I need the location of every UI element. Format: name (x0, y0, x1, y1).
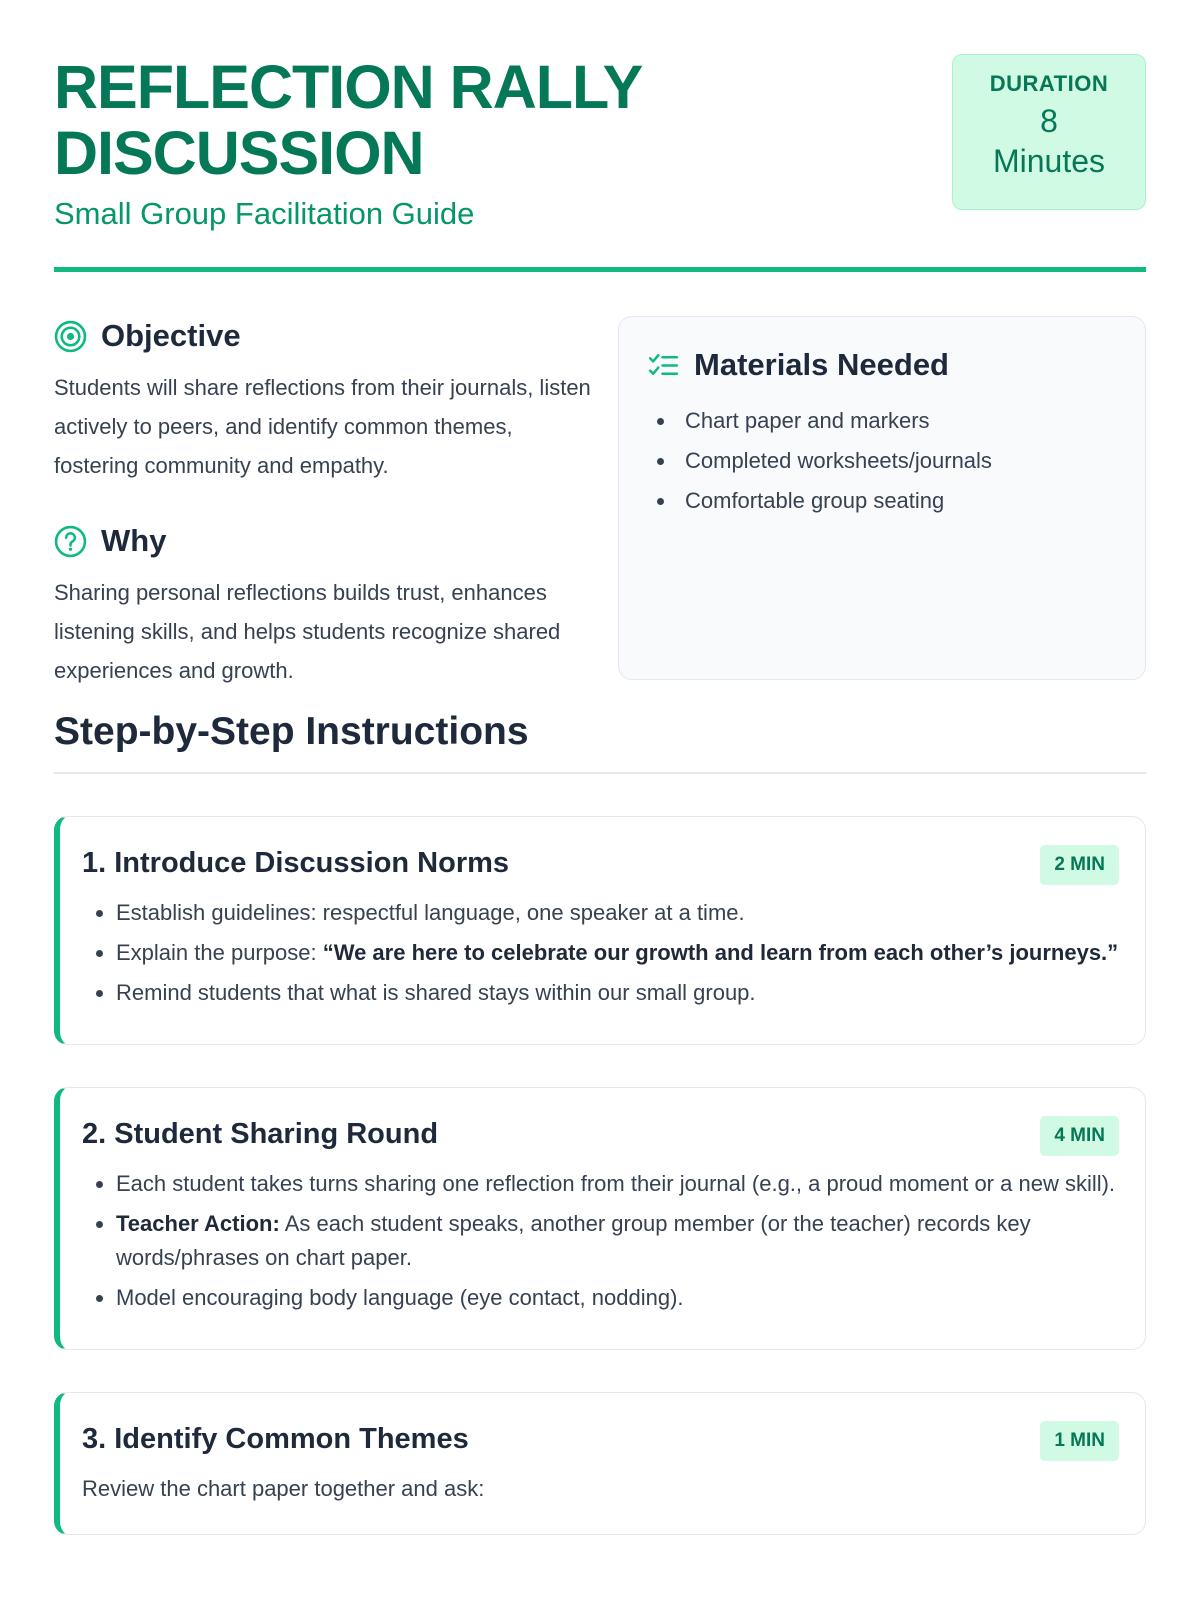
step-card-2 (54, 1087, 1146, 1350)
steps-divider (54, 772, 1146, 774)
purpose-quote: “We are here to celebrate our growth and learn from each other’s journeys.” (322, 940, 1119, 965)
page-title-line-2: DISCUSSION (54, 119, 424, 187)
objective-heading: Objective (101, 318, 241, 353)
page-title (54, 54, 642, 186)
step-bullet: • Establish guidelines: respectful language, one speaker at a time. (116, 896, 1119, 930)
step-bullet: • Model encouraging body language (eye contact, nodding). (116, 1281, 1119, 1315)
step-bullet-text: Explain the purpose: (116, 940, 323, 965)
objective-why-column (54, 316, 594, 690)
step-bullets (82, 896, 1119, 1010)
objective-text: Students will share reflections from their journals, listen actively to peers, and identify common themes, fostering community and empathy. (54, 375, 591, 478)
materials-list (647, 401, 1117, 521)
info-section (54, 272, 1146, 683)
why-heading: Why (101, 523, 167, 558)
materials-item: • Completed worksheets/journals (677, 441, 1117, 481)
step-bullet-text: As each student speaks, another group member (or the teacher) records key words/phrases on chart paper. (116, 1211, 1031, 1270)
materials-item: • Chart paper and markers (677, 401, 1117, 441)
duration-badge (952, 54, 1146, 210)
why-section (54, 521, 594, 690)
step-bullet (116, 1207, 1119, 1275)
why-text: Sharing personal reflections builds trust, enhances listening skills, and helps students recognize shared experiences and growth. (54, 580, 561, 683)
checklist-icon (647, 349, 680, 382)
steps-heading: Step-by-Step Instructions (54, 710, 529, 753)
materials-header (647, 345, 1117, 385)
step-bullet (116, 936, 1119, 970)
step-bullet: • Remind students that what is shared stays within our small group. (116, 976, 1119, 1010)
materials-card (618, 316, 1146, 680)
target-icon (54, 320, 87, 353)
materials-heading: Materials Needed (694, 347, 949, 382)
duration-value: 8 (1040, 103, 1058, 139)
step-title: 2. Student Sharing Round (82, 1118, 439, 1150)
duration-unit: Minutes (992, 143, 1106, 179)
page-subtitle: Small Group Facilitation Guide (54, 196, 475, 231)
step-card-1 (54, 816, 1146, 1045)
step-bullet: • Each student takes turns sharing one reflection from their journal (e.g., a proud moment or a new skill). (116, 1167, 1119, 1201)
materials-item: • Comfortable group seating (677, 481, 1117, 521)
objective-section (54, 316, 594, 485)
teacher-action-label: Teacher Action: (116, 1211, 280, 1236)
question-circle-icon (54, 525, 87, 558)
step-intro-text: Review the chart paper together and ask: (82, 1476, 485, 1501)
duration-label: DURATION (989, 71, 1109, 96)
step-time-badge: 1 MIN (1040, 1421, 1119, 1461)
why-header (54, 521, 594, 561)
page-header (54, 0, 1146, 272)
step-card-3 (54, 1392, 1146, 1535)
step-title: 3. Identify Common Themes (82, 1423, 469, 1455)
step-time-badge: 2 MIN (1040, 845, 1119, 885)
step-time-badge: 4 MIN (1040, 1116, 1119, 1156)
page-title-line-1: REFLECTION RALLY (54, 53, 643, 121)
step-bullets (82, 1167, 1119, 1315)
step-title: 1. Introduce Discussion Norms (82, 847, 510, 879)
objective-header (54, 316, 594, 356)
steps-section (54, 672, 1146, 1535)
